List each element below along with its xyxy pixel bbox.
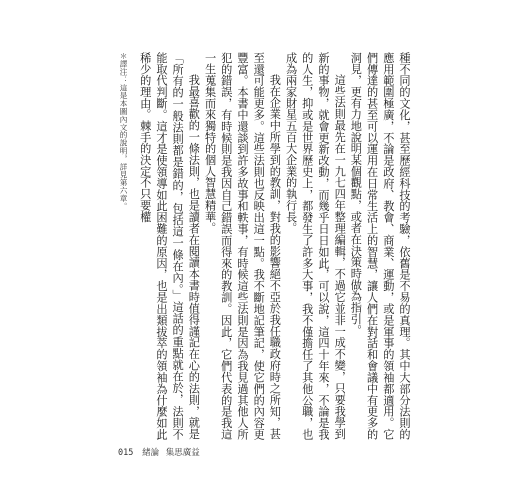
paragraph-4: 我最喜歡的一條法則，也是讀者在閱讀本書時值得謹記在心的法則，就是「所有的一般法則都是錯的，包括這一條在內。」這話的重點就在於，法則不能取代判斷。這才是使領導如此困難的原因，也是出類拔萃的領袖為什麼如此稀少的理由。棘手的決定不只要權 <box>138 52 201 440</box>
book-title: 集思廣益 <box>165 448 200 458</box>
paragraph-3: 我在企業中所學到的教訓，對我的影響絕不亞於我任職政府時之所知，甚至還可能更多。這些法則也反映出這一點。我不斷地記筆記，使它們的內容更豐富。本書中還談到許多故事和軼事，有時候這些法則是因為我見過其他人所犯的錯誤，有時候則是我因自己錯誤而得來的教訓。因此，它們代表的是我這一生蒐集而來獨特的個人智慧精華。 <box>203 52 282 440</box>
section-name: 緒論 <box>142 448 160 458</box>
paragraph-1: 種不同的文化，甚至歷經科技的考驗，依舊是不易的真理。其中大部分法則的應用範圍極廣，不論是政府、教會、商業、運動，或是軍事的領袖都適用。它們傳達的甚至可以運用在日常生活上的智慧，讓人們在對話和會議中有更多的洞見，更有力地說明某個觀點，或者在決策時做為指引。 <box>349 52 411 440</box>
page-number: 015 <box>118 448 134 458</box>
footnote: ＊譯注：這是本圖內文的說明，詳見第六章。 <box>119 52 128 210</box>
body-text <box>112 52 412 440</box>
paragraph-2: 這些法則最先在一九七四年整理編輯，不過它並非一成不變，只要我學到新的事物，就會更新改動，而幾乎日日如此，可以說，這四十年來，不論是我的人生，抑或是世界歷史上，都發生了許多大事，我不僅擔任了其他公職，也成為兩家財星五百大企業的執行長。 <box>284 52 347 440</box>
page-folio <box>118 446 200 458</box>
